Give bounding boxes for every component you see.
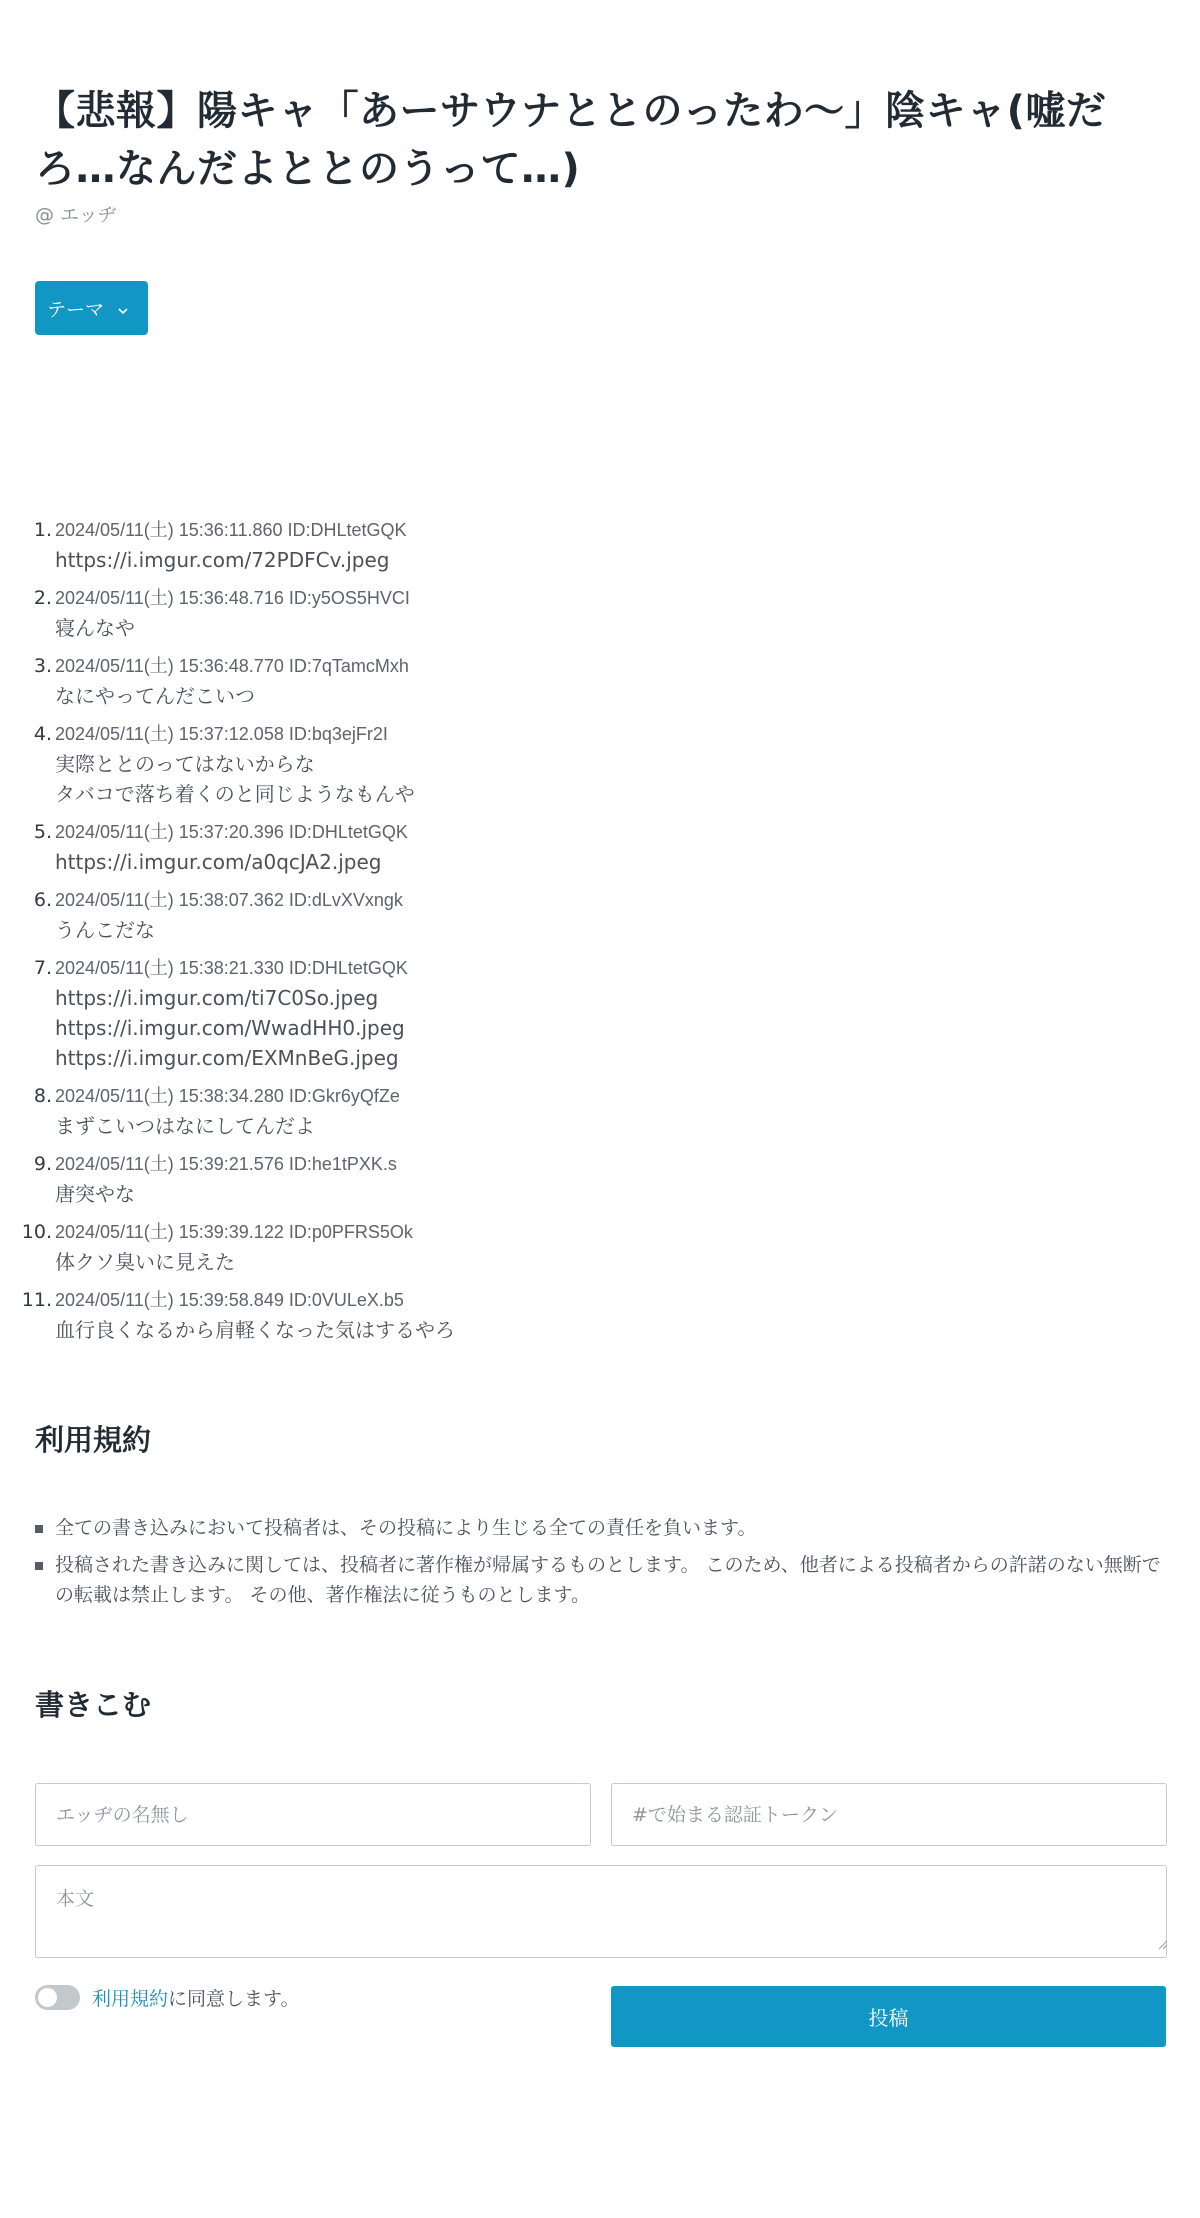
post-body-line: https://i.imgur.com/EXMnBeG.jpeg (55, 1046, 399, 1070)
post-number: 11. (21, 1289, 52, 1311)
post-meta: 2024/05/11(土) 15:36:48.716 ID:y5OS5HVCI (55, 588, 410, 608)
post-item (0, 1149, 1200, 1209)
token-input[interactable] (611, 1783, 1167, 1846)
post-body-line: 実際ととのってはないからな (55, 752, 315, 776)
terms-list (35, 1513, 1165, 1617)
post-meta: 2024/05/11(土) 15:38:21.330 ID:DHLtetGQK (55, 958, 408, 978)
agree-text: に同意します。 (168, 1988, 300, 2010)
resize-grip-icon[interactable] (1158, 1935, 1168, 1945)
post-item (0, 953, 1200, 1073)
post-body-line: 寝んなや (55, 616, 135, 640)
body-textarea[interactable] (35, 1865, 1167, 1958)
terms-link[interactable]: 利用規約 (92, 1988, 169, 2010)
post-body-line: https://i.imgur.com/ti7C0So.jpeg (55, 986, 379, 1010)
post-number: 2. (33, 587, 52, 609)
thread-title: 【悲報】陽キャ「あーサウナととのったわ〜」陰キャ(嘘だろ…なんだよととのうって…) (35, 88, 1107, 192)
post-item (0, 583, 1200, 643)
terms-item: 投稿された書き込みに関しては、投稿者に著作権が帰属するものとします。 このため、他者による投稿者からの許諾のない無断での転載は禁止します。 その他、著作権法に従うものとします。 (35, 1550, 1165, 1610)
post-meta: 2024/05/11(土) 15:36:11.860 ID:DHLtetGQK (55, 520, 407, 540)
post-item (0, 651, 1200, 711)
post-meta: 2024/05/11(土) 15:37:12.058 ID:bq3ejFr2I (55, 724, 388, 744)
post-body-line: まずこいつはなにしてんだよ (55, 1114, 315, 1138)
post-number: 6. (33, 889, 52, 911)
post-number: 3. (33, 655, 52, 677)
post-form-title: 書きこむ (35, 1688, 152, 1722)
post-item (0, 515, 1200, 575)
post-item (0, 719, 1200, 809)
theme-button-label: テーマ (47, 298, 105, 321)
post-meta: 2024/05/11(土) 15:39:58.849 ID:0VULeX.b5 (55, 1290, 404, 1310)
name-input[interactable] (35, 1783, 591, 1846)
post-body-line: https://i.imgur.com/a0qcJA2.jpeg (55, 850, 382, 874)
post-number: 7. (33, 957, 52, 979)
post-item (0, 817, 1200, 877)
post-body-line: 血行良くなるから肩軽くなった気はするやろ (55, 1318, 455, 1342)
post-body-line: うんこだな (55, 918, 155, 942)
post-number: 1. (33, 519, 52, 541)
submit-button[interactable]: 投稿 (611, 1986, 1166, 2047)
post-meta: 2024/05/11(土) 15:39:21.576 ID:he1tPXK.s (55, 1154, 397, 1174)
post-body-line: https://i.imgur.com/72PDFCv.jpeg (55, 548, 390, 572)
post-body-line: https://i.imgur.com/WwadHH0.jpeg (55, 1016, 405, 1040)
post-item (0, 885, 1200, 945)
post-body-line: タバコで落ち着くのと同じようなもんや (55, 782, 415, 806)
post-meta: 2024/05/11(土) 15:37:20.396 ID:DHLtetGQK (55, 822, 408, 842)
post-meta: 2024/05/11(土) 15:38:34.280 ID:Gkr6yQfZe (55, 1086, 400, 1106)
theme-button[interactable] (35, 281, 148, 335)
post-meta: 2024/05/11(土) 15:38:07.362 ID:dLvXVxngk (55, 890, 403, 910)
post-number: 9. (33, 1153, 52, 1175)
post-number: 4. (33, 723, 52, 745)
board-name: @ エッヂ (35, 204, 117, 226)
post-meta: 2024/05/11(土) 15:36:48.770 ID:7qTamcMxh (55, 656, 409, 676)
terms-title: 利用規約 (35, 1423, 152, 1457)
post-body-line: なにやってんだこいつ (55, 684, 255, 708)
post-body-line: 体クソ臭いに見えた (55, 1250, 235, 1274)
post-item (0, 1081, 1200, 1141)
post-item (0, 1285, 1200, 1345)
agree-row (35, 1984, 300, 2011)
post-number: 5. (33, 821, 52, 843)
post-number: 8. (33, 1085, 52, 1107)
post-number: 10. (21, 1221, 52, 1243)
chevron-down-icon (116, 301, 130, 315)
agree-toggle[interactable] (35, 1985, 80, 2010)
post-body-line: 唐突やな (55, 1182, 135, 1206)
terms-item: 全ての書き込みにおいて投稿者は、その投稿により生じる全ての責任を負います。 (35, 1513, 1165, 1543)
toggle-knob (38, 1988, 57, 2007)
post-meta: 2024/05/11(土) 15:39:39.122 ID:p0PFRS5Ok (55, 1222, 413, 1242)
post-list (0, 515, 1200, 1353)
post-item (0, 1217, 1200, 1277)
